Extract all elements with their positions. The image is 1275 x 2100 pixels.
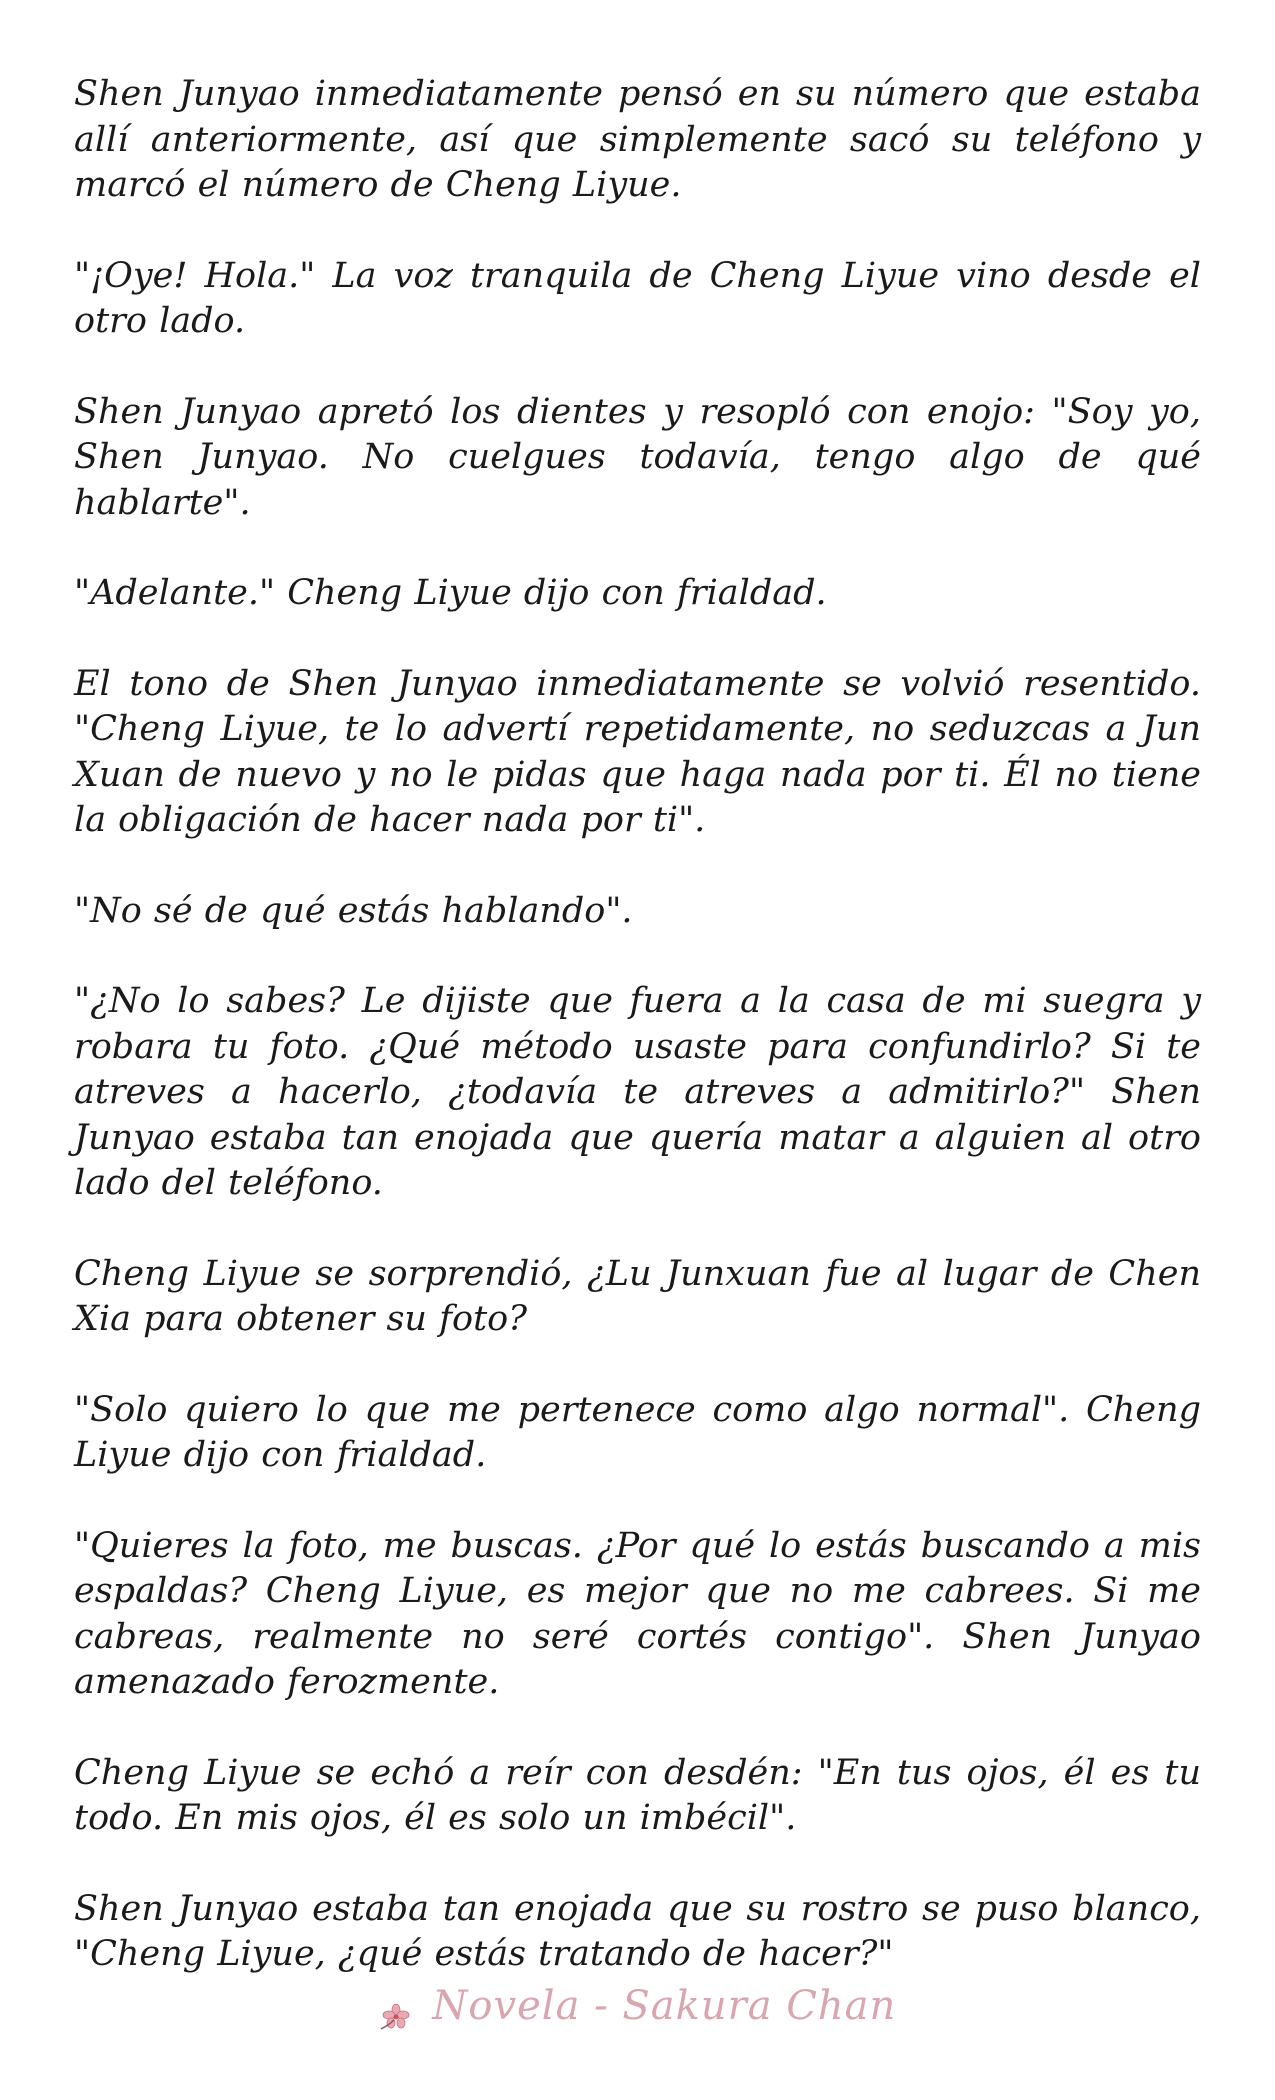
paragraph: "Quieres la foto, me buscas. ¿Por qué lo estás buscando a mis espaldas? Cheng Liyue, es mejor que no me cabrees. Si me cabreas, realmente no seré cortés contigo". Shen Junyao amenazado ferozmente. <box>74 1525 1201 1702</box>
paragraph: Shen Junyao estaba tan enojada que su rostro se puso blanco, "Cheng Liyue, ¿qué estás tratando de hacer?" <box>74 1888 1201 1974</box>
story-text <box>74 72 1201 2023</box>
paragraph: "No sé de qué estás hablando". <box>74 890 633 931</box>
watermark-text: Novela - Sakura Chan <box>432 1983 897 2029</box>
paragraph: El tono de Shen Junyao inmediatamente se volvió resentido. "Cheng Liyue, te lo advertí repetidamente, no seduzcas a Jun Xuan de nuevo y no le pidas que haga nada por ti. Él no tiene la obligación de hacer nada por ti". <box>74 663 1201 840</box>
paragraph: Shen Junyao inmediatamente pensó en su número que estaba allí anteriormente, así que simplemente sacó su teléfono y marcó el número de Cheng Liyue. <box>74 74 1201 205</box>
paragraph: Cheng Liyue se echó a reír con desdén: "En tus ojos, él es tu todo. En mis ojos, él es solo un imbécil". <box>74 1752 1201 1838</box>
paragraph: "¡Oye! Hola." La voz tranquila de Cheng Liyue vino desde el otro lado. <box>74 255 1201 341</box>
cherry-blossom-icon <box>379 1995 413 2023</box>
paragraph: Cheng Liyue se sorprendió, ¿Lu Junxuan fue al lugar de Chen Xia para obtener su foto? <box>74 1253 1201 1339</box>
watermark <box>0 1983 1275 2029</box>
paragraph: "¿No lo sabes? Le dijiste que fuera a la casa de mi suegra y robara tu foto. ¿Qué método usaste para confundirlo? Si te atreves a hacerlo, ¿todavía te atreves a admitirlo?" Shen Junyao estaba tan enojada que quería matar a alguien al otro lado del teléfono. <box>74 981 1201 1203</box>
paragraph: Shen Junyao apretó los dientes y resopló con enojo: "Soy yo, Shen Junyao. No cuelgues todavía, tengo algo de qué hablarte". <box>74 391 1201 523</box>
paragraph: "Adelante." Cheng Liyue dijo con frialdad. <box>74 573 827 613</box>
paragraph: "Solo quiero lo que me pertenece como algo normal". Cheng Liyue dijo con frialdad. <box>74 1389 1201 1475</box>
